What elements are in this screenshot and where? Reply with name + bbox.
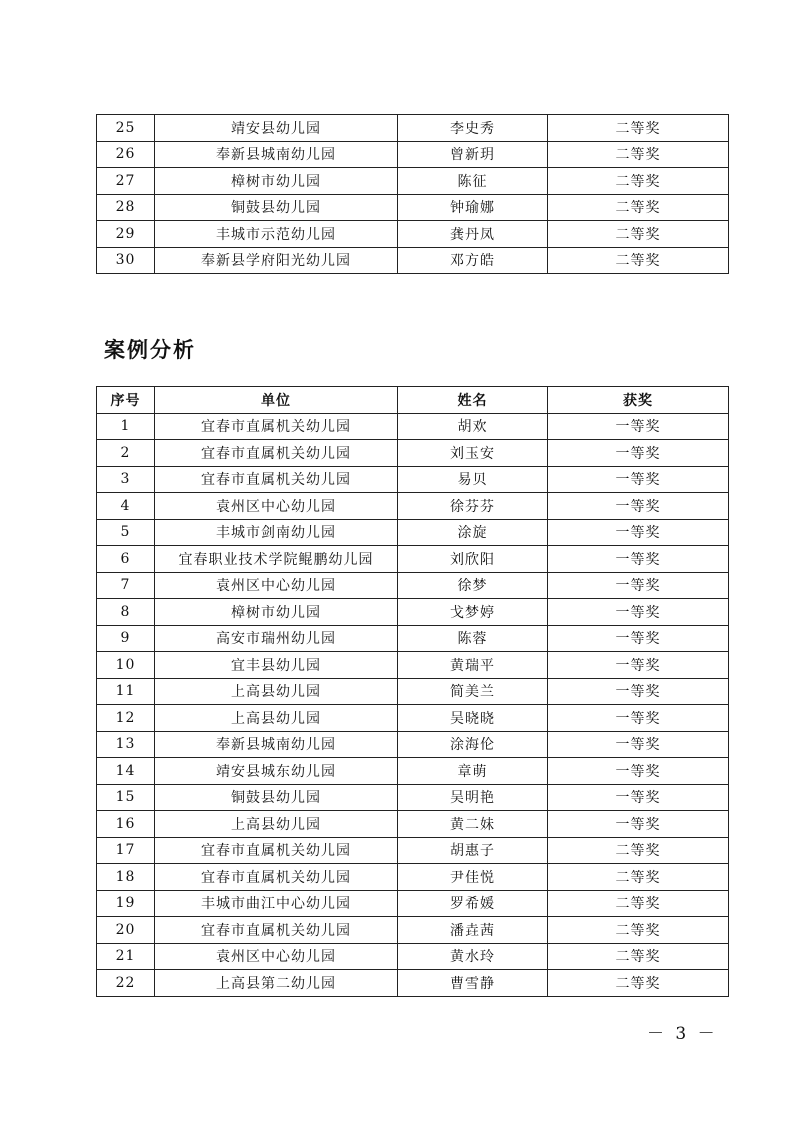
cell-award: 一等奖 bbox=[548, 519, 729, 546]
cell-index: 14 bbox=[97, 758, 155, 785]
header-name: 姓名 bbox=[398, 387, 548, 414]
cell-name: 邓方皓 bbox=[398, 247, 548, 274]
table-row bbox=[97, 599, 729, 626]
table-row bbox=[97, 115, 729, 142]
cell-index: 16 bbox=[97, 811, 155, 838]
table-row bbox=[97, 625, 729, 652]
cell-unit: 丰城市示范幼儿园 bbox=[155, 221, 398, 248]
cell-index: 29 bbox=[97, 221, 155, 248]
cell-name: 简美兰 bbox=[398, 678, 548, 705]
cell-unit: 宜丰县幼儿园 bbox=[155, 652, 398, 679]
header-index: 序号 bbox=[97, 387, 155, 414]
cell-index: 2 bbox=[97, 440, 155, 467]
cell-unit: 樟树市幼儿园 bbox=[155, 599, 398, 626]
cell-unit: 奉新县学府阳光幼儿园 bbox=[155, 247, 398, 274]
table-row bbox=[97, 413, 729, 440]
page-number: － 3 － bbox=[647, 1024, 718, 1044]
table-row bbox=[97, 864, 729, 891]
table-header-row bbox=[97, 387, 729, 414]
cell-name: 曹雪静 bbox=[398, 970, 548, 997]
cell-index: 21 bbox=[97, 943, 155, 970]
cell-name: 龚丹凤 bbox=[398, 221, 548, 248]
cell-index: 26 bbox=[97, 141, 155, 168]
cell-unit: 宜春市直属机关幼儿园 bbox=[155, 837, 398, 864]
cell-award: 二等奖 bbox=[548, 115, 729, 142]
cell-award: 一等奖 bbox=[548, 652, 729, 679]
cell-name: 黄水玲 bbox=[398, 943, 548, 970]
cell-index: 11 bbox=[97, 678, 155, 705]
cell-award: 二等奖 bbox=[548, 221, 729, 248]
cell-index: 8 bbox=[97, 599, 155, 626]
cell-award: 一等奖 bbox=[548, 731, 729, 758]
continued-award-table bbox=[96, 114, 729, 274]
case-analysis-award-table bbox=[96, 386, 729, 997]
cell-unit: 高安市瑞州幼儿园 bbox=[155, 625, 398, 652]
cell-award: 一等奖 bbox=[548, 678, 729, 705]
cell-index: 4 bbox=[97, 493, 155, 520]
cell-name: 戈梦婷 bbox=[398, 599, 548, 626]
cell-name: 曾新玥 bbox=[398, 141, 548, 168]
cell-name: 涂旋 bbox=[398, 519, 548, 546]
cell-name: 胡惠子 bbox=[398, 837, 548, 864]
cell-index: 9 bbox=[97, 625, 155, 652]
cell-award: 一等奖 bbox=[548, 705, 729, 732]
cell-unit: 铜鼓县幼儿园 bbox=[155, 784, 398, 811]
table-row bbox=[97, 917, 729, 944]
table-row bbox=[97, 440, 729, 467]
cell-index: 19 bbox=[97, 890, 155, 917]
cell-index: 1 bbox=[97, 413, 155, 440]
cell-unit: 丰城市剑南幼儿园 bbox=[155, 519, 398, 546]
table-row bbox=[97, 758, 729, 785]
cell-name: 徐梦 bbox=[398, 572, 548, 599]
cell-name: 陈征 bbox=[398, 168, 548, 195]
cell-name: 章萌 bbox=[398, 758, 548, 785]
cell-award: 一等奖 bbox=[548, 758, 729, 785]
cell-index: 5 bbox=[97, 519, 155, 546]
cell-index: 28 bbox=[97, 194, 155, 221]
cell-award: 一等奖 bbox=[548, 440, 729, 467]
cell-name: 吴晓晓 bbox=[398, 705, 548, 732]
cell-index: 20 bbox=[97, 917, 155, 944]
cell-unit: 宜春市直属机关幼儿园 bbox=[155, 440, 398, 467]
cell-unit: 上高县第二幼儿园 bbox=[155, 970, 398, 997]
table-row bbox=[97, 466, 729, 493]
table-row bbox=[97, 890, 729, 917]
table-row bbox=[97, 168, 729, 195]
cell-unit: 铜鼓县幼儿园 bbox=[155, 194, 398, 221]
cell-index: 15 bbox=[97, 784, 155, 811]
cell-index: 22 bbox=[97, 970, 155, 997]
table-row bbox=[97, 519, 729, 546]
cell-unit: 奉新县城南幼儿园 bbox=[155, 731, 398, 758]
table-row bbox=[97, 141, 729, 168]
cell-name: 李史秀 bbox=[398, 115, 548, 142]
section-title-case-analysis: 案例分析 bbox=[104, 338, 196, 362]
cell-name: 涂海伦 bbox=[398, 731, 548, 758]
cell-award: 一等奖 bbox=[548, 599, 729, 626]
cell-index: 10 bbox=[97, 652, 155, 679]
cell-unit: 靖安县城东幼儿园 bbox=[155, 758, 398, 785]
cell-award: 二等奖 bbox=[548, 890, 729, 917]
cell-unit: 奉新县城南幼儿园 bbox=[155, 141, 398, 168]
cell-award: 一等奖 bbox=[548, 466, 729, 493]
table-row bbox=[97, 546, 729, 573]
table-row bbox=[97, 652, 729, 679]
cell-name: 易贝 bbox=[398, 466, 548, 493]
table-row bbox=[97, 493, 729, 520]
table-row bbox=[97, 811, 729, 838]
cell-award: 一等奖 bbox=[548, 413, 729, 440]
cell-award: 一等奖 bbox=[548, 811, 729, 838]
cell-name: 刘欣阳 bbox=[398, 546, 548, 573]
cell-unit: 上高县幼儿园 bbox=[155, 811, 398, 838]
cell-unit: 袁州区中心幼儿园 bbox=[155, 493, 398, 520]
header-unit: 单位 bbox=[155, 387, 398, 414]
cell-unit: 宜春市直属机关幼儿园 bbox=[155, 413, 398, 440]
table-row bbox=[97, 572, 729, 599]
cell-award: 一等奖 bbox=[548, 625, 729, 652]
table-row bbox=[97, 247, 729, 274]
cell-award: 二等奖 bbox=[548, 837, 729, 864]
cell-unit: 靖安县幼儿园 bbox=[155, 115, 398, 142]
cell-award: 二等奖 bbox=[548, 194, 729, 221]
table-row bbox=[97, 194, 729, 221]
cell-award: 一等奖 bbox=[548, 572, 729, 599]
cell-award: 二等奖 bbox=[548, 247, 729, 274]
cell-index: 3 bbox=[97, 466, 155, 493]
cell-name: 钟瑜娜 bbox=[398, 194, 548, 221]
table-row bbox=[97, 837, 729, 864]
cell-award: 一等奖 bbox=[548, 493, 729, 520]
cell-award: 二等奖 bbox=[548, 943, 729, 970]
cell-award: 二等奖 bbox=[548, 970, 729, 997]
table-row bbox=[97, 221, 729, 248]
cell-unit: 宜春市直属机关幼儿园 bbox=[155, 917, 398, 944]
cell-unit: 宜春市直属机关幼儿园 bbox=[155, 466, 398, 493]
cell-name: 陈蓉 bbox=[398, 625, 548, 652]
cell-award: 二等奖 bbox=[548, 168, 729, 195]
cell-name: 黄瑞平 bbox=[398, 652, 548, 679]
cell-award: 一等奖 bbox=[548, 546, 729, 573]
cell-unit: 宜春市直属机关幼儿园 bbox=[155, 864, 398, 891]
cell-index: 18 bbox=[97, 864, 155, 891]
cell-name: 徐芬芬 bbox=[398, 493, 548, 520]
cell-award: 二等奖 bbox=[548, 864, 729, 891]
cell-unit: 上高县幼儿园 bbox=[155, 705, 398, 732]
cell-index: 27 bbox=[97, 168, 155, 195]
cell-index: 6 bbox=[97, 546, 155, 573]
cell-unit: 丰城市曲江中心幼儿园 bbox=[155, 890, 398, 917]
cell-index: 25 bbox=[97, 115, 155, 142]
cell-index: 13 bbox=[97, 731, 155, 758]
table-row bbox=[97, 970, 729, 997]
cell-index: 7 bbox=[97, 572, 155, 599]
cell-name: 黄二妹 bbox=[398, 811, 548, 838]
cell-award: 二等奖 bbox=[548, 917, 729, 944]
cell-index: 17 bbox=[97, 837, 155, 864]
cell-name: 胡欢 bbox=[398, 413, 548, 440]
cell-unit: 袁州区中心幼儿园 bbox=[155, 943, 398, 970]
cell-award: 二等奖 bbox=[548, 141, 729, 168]
table-row bbox=[97, 943, 729, 970]
header-award: 获奖 bbox=[548, 387, 729, 414]
cell-name: 潘垚茜 bbox=[398, 917, 548, 944]
cell-name: 吴明艳 bbox=[398, 784, 548, 811]
cell-name: 尹佳悦 bbox=[398, 864, 548, 891]
cell-index: 30 bbox=[97, 247, 155, 274]
cell-unit: 袁州区中心幼儿园 bbox=[155, 572, 398, 599]
cell-unit: 上高县幼儿园 bbox=[155, 678, 398, 705]
cell-name: 罗希媛 bbox=[398, 890, 548, 917]
table-row bbox=[97, 705, 729, 732]
cell-index: 12 bbox=[97, 705, 155, 732]
cell-name: 刘玉安 bbox=[398, 440, 548, 467]
cell-unit: 樟树市幼儿园 bbox=[155, 168, 398, 195]
cell-unit: 宜春职业技术学院鲲鹏幼儿园 bbox=[155, 546, 398, 573]
table-row bbox=[97, 784, 729, 811]
table-row bbox=[97, 731, 729, 758]
cell-award: 一等奖 bbox=[548, 784, 729, 811]
table-row bbox=[97, 678, 729, 705]
